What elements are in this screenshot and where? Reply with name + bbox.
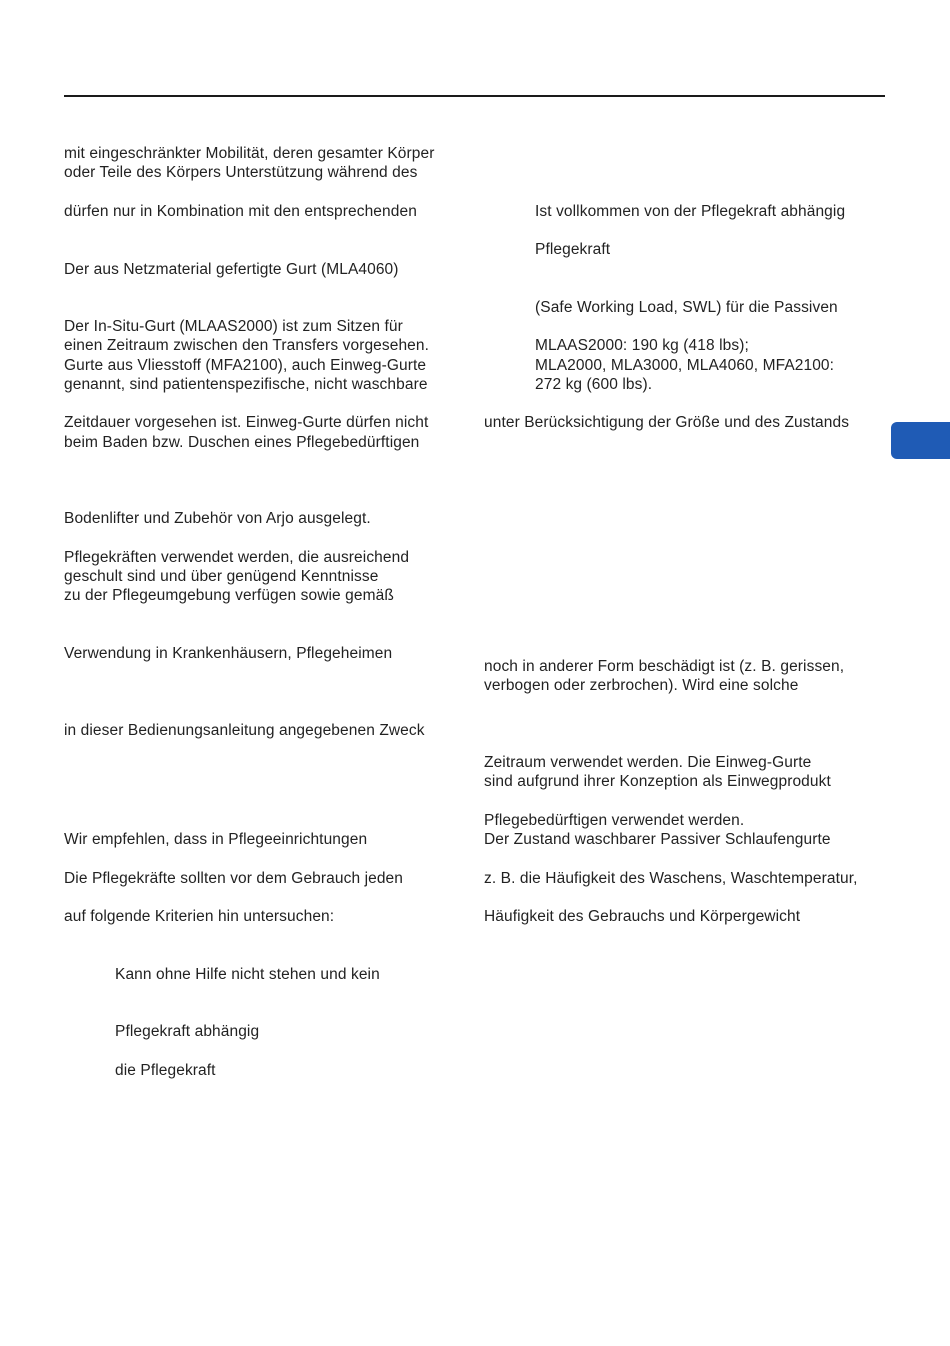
body-text-line: zu der Pflegeumgebung verfügen sowie gemäß	[64, 587, 394, 604]
body-text-line: einen Zeitraum zwischen den Transfers vorgesehen.	[64, 337, 430, 354]
body-text-line: Zeitraum verwendet werden. Die Einweg-Gurte	[484, 754, 812, 771]
body-text-line: auf folgende Kriterien hin untersuchen:	[64, 908, 335, 925]
body-text-line: mit eingeschränkter Mobilität, deren gesamter Körper	[64, 145, 435, 162]
list-item-text: Pflegekraft	[535, 241, 611, 258]
body-text-line: Der aus Netzmaterial gefertigte Gurt (MLA4060)	[64, 261, 399, 278]
body-text-line: Der Zustand waschbarer Passiver Schlaufengurte	[484, 831, 831, 848]
list-item-text: Ist vollkommen von der Pflegekraft abhängig	[535, 203, 846, 220]
list-item-text: die Pflegekraft	[115, 1062, 216, 1079]
body-text-line: Pflegekräften verwendet werden, die ausreichend	[64, 549, 410, 566]
list-item-text: 272 kg (600 lbs).	[535, 376, 653, 393]
body-text-line: Die Pflegekräfte sollten vor dem Gebrauch jeden	[64, 870, 403, 887]
list-item-text: MLA2000, MLA3000, MLA4060, MFA2100:	[535, 357, 835, 374]
body-text-line: noch in anderer Form beschädigt ist (z. B. gerissen,	[484, 658, 845, 675]
body-text-line: z. B. die Häufigkeit des Waschens, Waschtemperatur,	[484, 870, 858, 887]
body-text-line: verbogen oder zerbrochen). Wird eine solche	[484, 677, 799, 694]
list-item-text: Pflegekraft abhängig	[115, 1023, 260, 1040]
body-text-line: sind aufgrund ihrer Konzeption als Einwegprodukt	[484, 773, 831, 790]
header-rule	[64, 95, 885, 97]
body-text-line: Wir empfehlen, dass in Pflegeeinrichtungen	[64, 831, 368, 848]
body-text-line: Pflegebedürftigen verwendet werden.	[484, 812, 745, 829]
list-item-text: Kann ohne Hilfe nicht stehen und kein	[115, 966, 380, 983]
body-text-line: dürfen nur in Kombination mit den entsprechenden	[64, 203, 417, 220]
section-tab-marker	[891, 422, 950, 459]
body-text-line: in dieser Bedienungsanleitung angegebenen Zweck	[64, 722, 425, 739]
body-text-line: Verwendung in Krankenhäusern, Pflegeheimen	[64, 645, 393, 662]
list-item-text: MLAAS2000: 190 kg (418 lbs);	[535, 337, 749, 354]
body-text-line: geschult sind und über genügend Kenntnisse	[64, 568, 379, 585]
body-text-line: Zeitdauer vorgesehen ist. Einweg-Gurte dürfen nicht	[64, 414, 429, 431]
body-text-line: unter Berücksichtigung der Größe und des Zustands	[484, 414, 850, 431]
body-text-line: Gurte aus Vliesstoff (MFA2100), auch Einweg-Gurte	[64, 357, 427, 374]
body-text-line: Bodenlifter und Zubehör von Arjo ausgelegt.	[64, 510, 371, 527]
list-item-text: (Safe Working Load, SWL) für die Passiven	[535, 299, 838, 316]
body-text-line: Häufigkeit des Gebrauchs und Körpergewicht	[484, 908, 801, 925]
body-text-line: beim Baden bzw. Duschen eines Pflegebedürftigen	[64, 434, 420, 451]
body-text-line: Der In-Situ-Gurt (MLAAS2000) ist zum Sitzen für	[64, 318, 403, 335]
body-text-line: genannt, sind patientenspezifische, nicht waschbare	[64, 376, 428, 393]
body-text-line: oder Teile des Körpers Unterstützung während des	[64, 164, 418, 181]
